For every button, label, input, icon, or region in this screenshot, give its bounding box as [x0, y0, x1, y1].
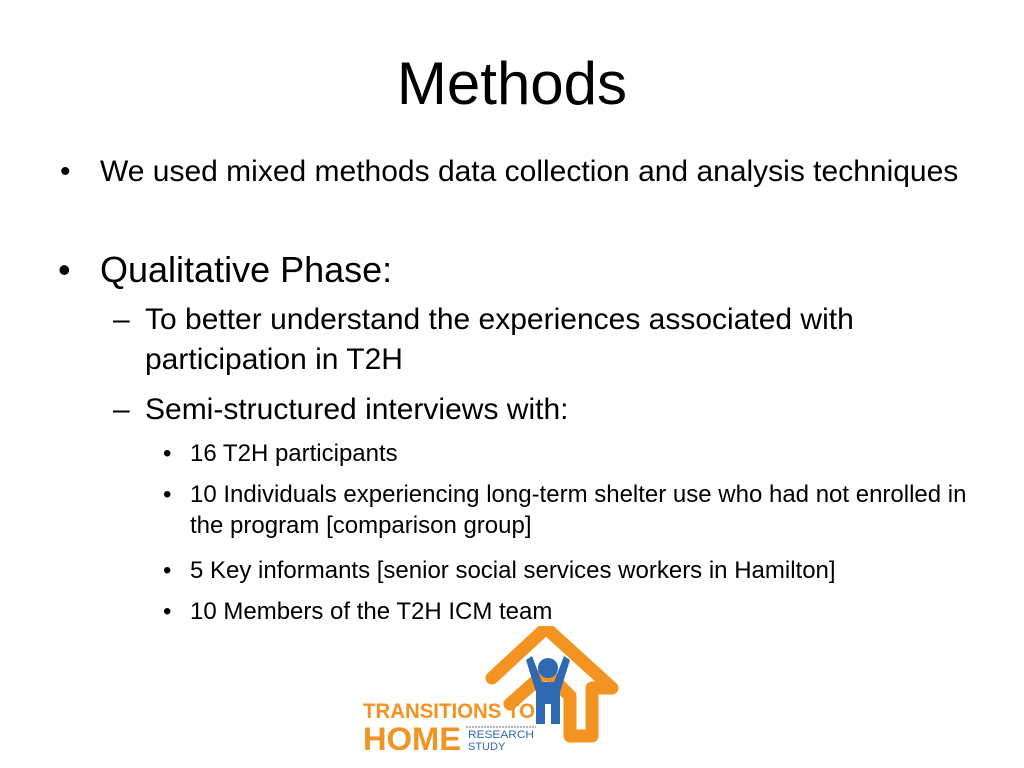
interview-item [163, 555, 970, 586]
logo-research: RESEARCH [468, 729, 535, 741]
interview-text: 10 Members of the T2H ICM team [190, 598, 553, 625]
subbullet-understand [113, 300, 975, 380]
transitions-to-home-logo [360, 626, 622, 756]
logo-study: STUDY [468, 741, 506, 753]
interview-text: 5 Key informants [senior social services workers in Hamilton] [190, 557, 836, 584]
dash-mark: – [113, 303, 130, 336]
subbullet-semi-structured [113, 390, 975, 430]
subbullet-text: To better understand the experiences associated with participation in T2H [145, 303, 854, 376]
interview-item [163, 596, 970, 627]
house-person-logo-icon [360, 626, 622, 756]
bullet-mark: • [60, 155, 71, 188]
bullet-mixed-methods [60, 152, 980, 192]
slide-title: Methods [396, 50, 628, 117]
subbullet-text: Semi-structured interviews with: [145, 393, 569, 426]
interview-text: 16 T2H participants [190, 440, 398, 467]
interview-text: 10 Individuals experiencing long-term shelter use who had not enrolled in the program [comparison group] [190, 481, 967, 539]
bullet-text: Qualitative Phase: [100, 249, 393, 290]
bullet-mark: • [58, 249, 71, 290]
dash-mark: – [113, 393, 130, 426]
bullet-qualitative-phase [58, 248, 980, 292]
bullet-text: We used mixed methods data collection and analysis techniques [100, 155, 959, 188]
logo-line-home: HOME [363, 721, 461, 756]
bullet-mark: • [163, 598, 172, 625]
bullet-mark: • [163, 481, 172, 508]
interview-item [163, 438, 970, 469]
interview-item [163, 479, 970, 541]
bullet-mark: • [163, 440, 172, 467]
person-head-icon [538, 658, 558, 678]
logo-line-transitions: TRANSITIONS TO [363, 700, 535, 723]
bullet-mark: • [163, 557, 172, 584]
